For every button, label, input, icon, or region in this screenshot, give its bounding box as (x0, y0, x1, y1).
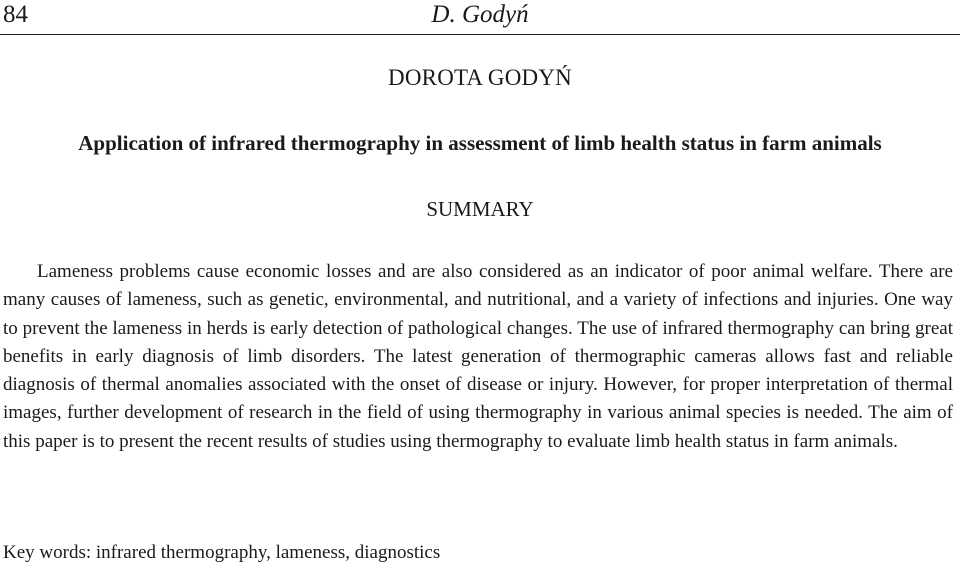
running-head: D. Godyń (431, 1, 529, 28)
page-header (0, 0, 960, 36)
summary-heading: SUMMARY (426, 197, 534, 221)
author-name: DOROTA GODYŃ (388, 65, 572, 90)
header-divider (0, 34, 960, 35)
abstract-paragraph: Lameness problems cause economic losses and are also considered as an indicator of poor animal welfare. There are many causes of lameness, such as genetic, environmental, and nutritional, and a variety of infections and injuries. One way to prevent the lameness in herds is early detection of pathological changes. The use of infrared thermography can bring great benefits in early diagnosis of limb disorders. The latest generation of thermographic cameras allows fast and reliable diagnosis of thermal anomalies associated with the onset of disease or injury. However, for proper interpretation of thermal images, further development of research in the field of using thermography in various animal species is needed. The aim of this paper is to present the recent results of studies using thermography to evaluate limb health status in farm animals. (3, 261, 953, 452)
paper-title: Application of infrared thermography in assessment of limb health status in farm animals (78, 131, 882, 155)
page-number: 84 (3, 1, 28, 28)
keywords-line: Key words: infrared thermography, lameness, diagnostics (3, 542, 441, 563)
